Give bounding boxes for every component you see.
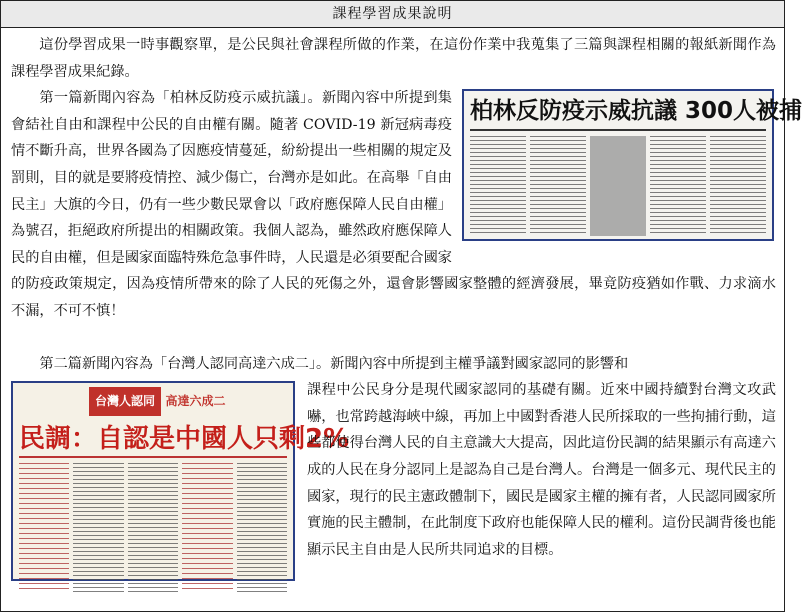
newspaper-clipping-2 <box>11 381 350 581</box>
article-2-paragraph: 課程中公民身分是現代國家認同的基礎有關。近來中國持續對台灣文攻武嚇，也常跨越海峽中線，再加上中國對香港人民所採取的一些拘捕行動，這些都使得台灣人民的自主意識大大提高，因此這份民調的結果顯示有高達六成的人民在身分認同上是認為自己是台灣人。台灣是一個多元、現代民主的國家，現行的民主憲政體制下，國民是國家主權的擁有者，人民認同國家所實施的民主體制，在此制度下政府也能保障人民的權利。這份民調背後也能顯示民主自由是人民所共同追求的目標。 <box>307 382 776 558</box>
newspaper-clipping-1 <box>462 89 802 241</box>
clipping-text-column <box>650 136 706 236</box>
clipping-text-column <box>470 136 526 236</box>
clipping-2-headline: 民調：自認是中國人只剩2% <box>19 422 287 458</box>
clipping-text-column <box>128 463 178 593</box>
clipping-text-column <box>73 463 123 593</box>
article-2-first-line: 第二篇新聞內容為「台灣人認同高達六成二」。新聞內容中所提到主權爭議對國家認同的影響和 <box>39 355 629 372</box>
article-1-paragraph: 第一篇新聞內容為「柏林反防疫示威抗議」。新聞內容中所提到集會結社自由和課程中公民的自由權有關。隨著 COVID-19 新冠病毒疫情不斷升高，世界各國為了因應疫情蔓延，紛紛提出一些相關的規定及罰則，目的就是要將疫情控、減少傷亡，台灣亦是如此。在高舉「自由民主」大旗的今日，仍有一些少數民眾會以「政府應保障人民自由權」為號召，拒絕政府所提出的相關政策。我個人認為，雖然政府應保障人民的自由權，但是國家面臨特殊危急事件時，人民還是必須要配合國家的防疫政策規定，因為疫情所帶來的除了人民的死傷之外，還會影響國家整體的經濟發展，畢竟防疫猶如作戰、力求滴水不漏，不可不慎！ <box>11 90 776 319</box>
clipping-text-column <box>237 463 287 593</box>
paragraph-gap <box>11 325 776 351</box>
page-title: 課程學習成果說明 <box>1 0 784 28</box>
clipping-2-columns <box>19 463 287 593</box>
clipping-2-kicker-sub: 高達六成二 <box>165 394 226 409</box>
clipping-text-column <box>182 463 232 593</box>
document-body <box>1 28 802 563</box>
clipping-text-column <box>530 136 586 236</box>
clipping-text-column <box>19 463 69 593</box>
clipping-photo <box>590 136 646 236</box>
clipping-2-kicker: 台灣人認同 <box>89 387 161 416</box>
clipping-1-columns <box>470 136 766 236</box>
intro-paragraph: 這份學習成果一時事觀察單，是公民與社會課程所做的作業，在這份作業中我蒐集了三篇與課程相關的報紙新聞作為課程學習成果紀錄。 <box>11 37 776 80</box>
clipping-1-headline: 柏林反防疫示威抗議 300人被捕 <box>470 96 766 131</box>
clipping-text-column <box>710 136 766 236</box>
